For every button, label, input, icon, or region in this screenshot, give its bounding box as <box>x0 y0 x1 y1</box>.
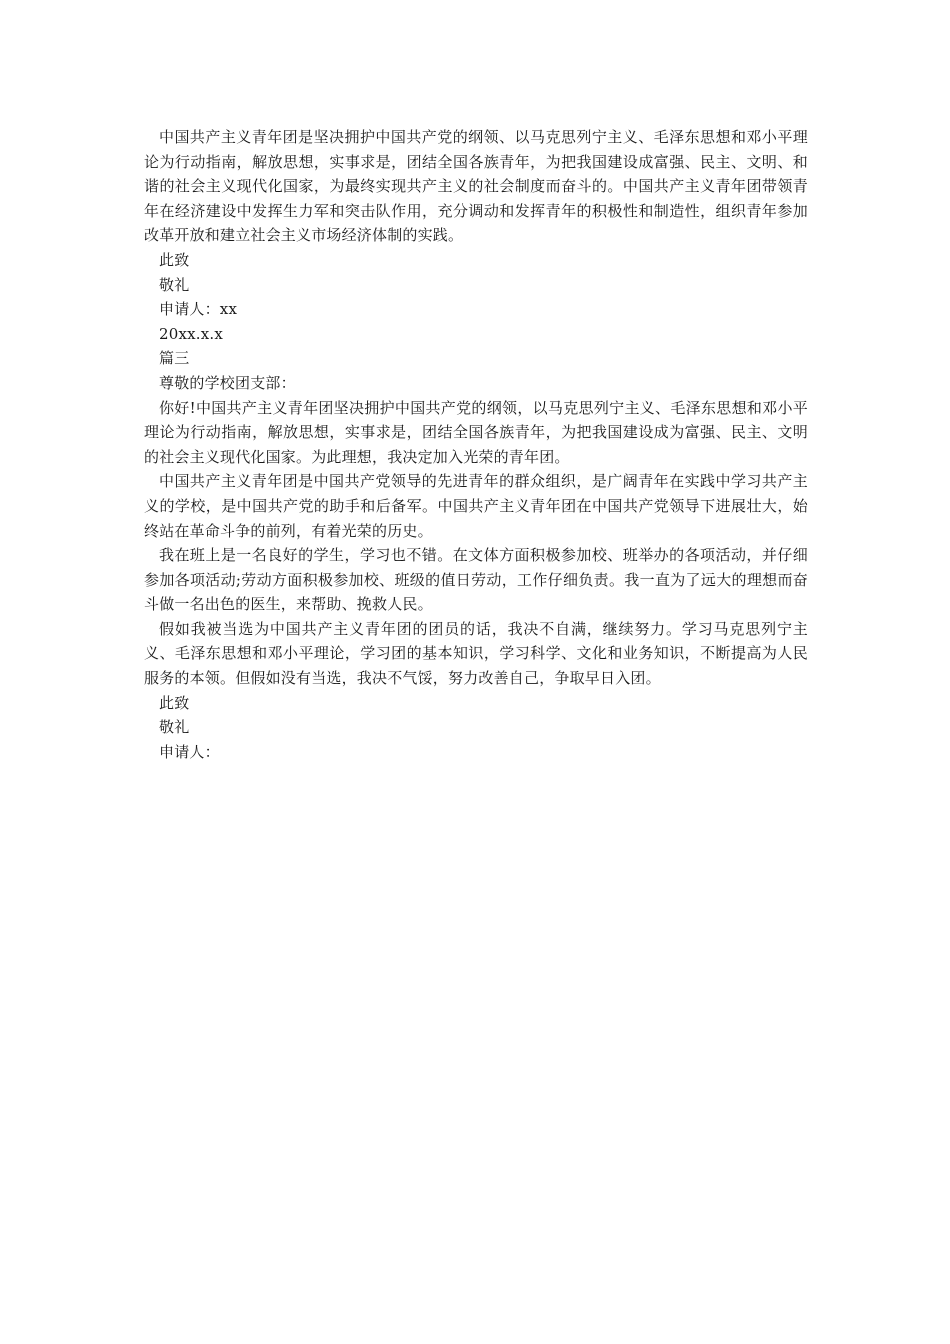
body-paragraph: 中国共产主义青年团是中国共产党领导的先进青年的群众组织，是广阔青年在实践中学习共产主义的学校，是中国共产党的助手和后备军。中国共产主义青年团在中国共产党领导下进展壮大，始终站在革命斗争的前列，有着光荣的历史。 <box>144 472 808 540</box>
closing-line: 敬礼 <box>159 718 190 737</box>
document-body <box>144 125 808 764</box>
date-line: 20xx.x.x <box>159 324 224 343</box>
body-paragraph: 你好!中国共产主义青年团坚决拥护中国共产党的纲领，以马克思列宁主义、毛泽东思想和邓小平理论为行动指南，解放思想，实事求是，团结全国各族青年，为把我国建设成为富强、民主、文明的社会主义现代化国家。为此理想，我决定加入光荣的青年团。 <box>144 398 808 466</box>
salutation-line: 尊敬的学校团支部： <box>159 373 296 392</box>
body-paragraph: 假如我被当选为中国共产主义青年团的团员的话，我决不自满，继续努力。学习马克思列宁主义、毛泽东思想和邓小平理论，学习团的基本知识，学习科学、文化和业务知识，不断提高为人民服务的本领。但假如没有当选，我决不气馁，努力改善自己，争取早日入团。 <box>144 619 808 688</box>
closing-line: 此致 <box>159 693 190 712</box>
applicant-line: 申请人： <box>159 742 220 761</box>
body-paragraph: 我在班上是一名良好的学生，学习也不错。在文体方面积极参加校、班举办的各项活动，并仔细参加各项活动;劳动方面积极参加校、班级的值日劳动，工作仔细负责。我一直为了远大的理想而奋斗做一名出色的医生，来帮助、挽救人民。 <box>144 546 808 614</box>
section-heading: 篇三 <box>159 349 190 368</box>
closing-line: 敬礼 <box>159 275 190 294</box>
body-paragraph: 中国共产主义青年团是坚决拥护中国共产党的纲领、以马克思列宁主义、毛泽东思想和邓小平理论为行动指南，解放思想，实事求是，团结全国各族青年，为把我国建设成富强、民主、文明、和谐的社会主义现代化国家，为最终实现共产主义的社会制度而奋斗的。中国共产主义青年团带领青年在经济建设中发挥生力军和突击队作用，充分调动和发挥青年的积极性和制造性，组织青年参加改革开放和建立社会主义市场经济体制的实践。 <box>144 128 808 245</box>
applicant-line: 申请人：xx <box>159 300 238 319</box>
closing-line: 此致 <box>159 250 190 269</box>
